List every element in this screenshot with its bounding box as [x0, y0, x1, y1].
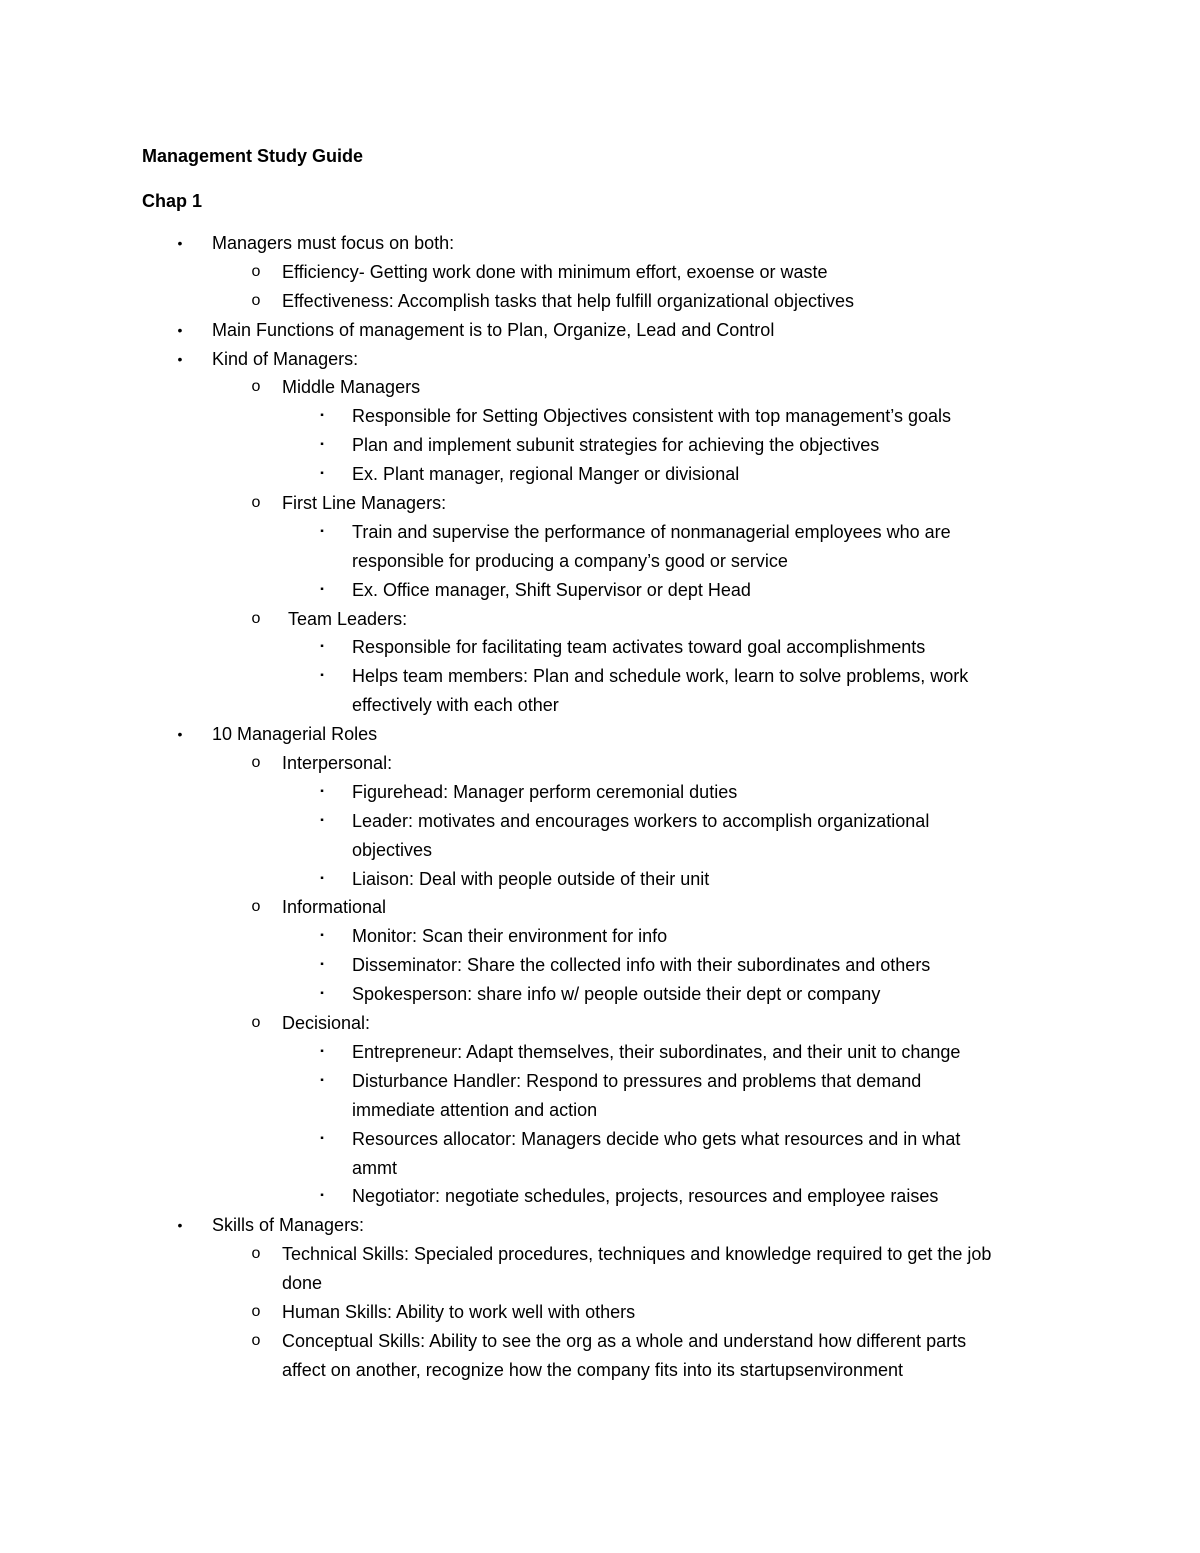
- bullet-marker: •: [177, 726, 183, 743]
- list-item: [0, 633, 1200, 662]
- list-item-continuation: [0, 836, 1200, 865]
- list-item-continuation: [0, 1269, 1200, 1298]
- list-item-text: ammt: [352, 1157, 397, 1178]
- list-item: [0, 1211, 1200, 1240]
- list-item-continuation: [0, 547, 1200, 576]
- list-item-continuation: [0, 1096, 1200, 1125]
- list-item-text: Informational: [282, 897, 387, 918]
- square-marker: ▪: [320, 439, 324, 451]
- square-marker: ▪: [320, 930, 324, 942]
- square-marker: ▪: [320, 410, 324, 422]
- list-item-text: Kind of Managers:: [212, 348, 359, 369]
- list-item: [0, 893, 1200, 922]
- list-item-text: Interpersonal:: [282, 753, 393, 774]
- list-item-text: effectively with each other: [352, 695, 559, 716]
- list-item: [0, 1182, 1200, 1211]
- list-item-text: Team Leaders:: [288, 608, 408, 629]
- list-item: [0, 460, 1200, 489]
- chapter-heading: Chap 1: [142, 191, 203, 211]
- circle-marker: o: [251, 378, 261, 396]
- list-item: [0, 749, 1200, 778]
- list-item: [0, 662, 1200, 691]
- list-item: [0, 518, 1200, 547]
- list-item: [0, 258, 1200, 287]
- list-item-text: Plan and implement subunit strategies for achieving the objectives: [352, 435, 880, 456]
- list-item-text: Effectiveness: Accomplish tasks that help fulfill organizational objectives: [282, 290, 854, 311]
- list-item: [0, 980, 1200, 1009]
- list-item-text: Leader: motivates and encourages workers to accomplish organizational: [352, 810, 930, 831]
- list-item: [0, 1125, 1200, 1154]
- list-item: [0, 402, 1200, 431]
- list-item: [0, 865, 1200, 894]
- square-marker: ▪: [320, 670, 324, 682]
- circle-marker: o: [251, 1014, 261, 1032]
- square-marker: ▪: [320, 814, 324, 826]
- list-item-text: Disturbance Handler: Respond to pressures and problems that demand: [352, 1070, 922, 1091]
- outline-list: [0, 229, 1200, 1385]
- square-marker: ▪: [320, 1190, 324, 1202]
- circle-marker: o: [251, 494, 261, 512]
- list-item-text: Skills of Managers:: [212, 1215, 365, 1236]
- list-item-text: Efficiency- Getting work done with minimum effort, exoense or waste: [282, 261, 828, 282]
- list-item: [0, 316, 1200, 345]
- circle-marker: o: [251, 291, 261, 309]
- list-item-text: Spokesperson: share info w/ people outside their dept or company: [352, 984, 881, 1005]
- list-item: [0, 605, 1200, 634]
- list-item: [0, 922, 1200, 951]
- list-item-text: Conceptual Skills: Ability to see the org as a whole and understand how different parts: [282, 1330, 967, 1351]
- square-marker: ▪: [320, 959, 324, 971]
- list-item-text: done: [282, 1273, 323, 1294]
- circle-marker: o: [251, 754, 261, 772]
- list-item: [0, 1067, 1200, 1096]
- square-marker: ▪: [320, 641, 324, 653]
- circle-marker: o: [251, 1245, 261, 1263]
- list-item-text: responsible for producing a company’s good or service: [352, 550, 788, 571]
- list-item-text: affect on another, recognize how the company fits into its startupsenvironment: [282, 1359, 904, 1380]
- list-item: [0, 1327, 1200, 1356]
- list-item: [0, 345, 1200, 374]
- list-item-text: First Line Managers:: [282, 493, 447, 514]
- list-item-text: Ex. Office manager, Shift Supervisor or dept Head: [352, 579, 751, 600]
- square-marker: ▪: [320, 525, 324, 537]
- list-item-text: Disseminator: Share the collected info with their subordinates and others: [352, 955, 931, 976]
- list-item: [0, 778, 1200, 807]
- list-item: [0, 1240, 1200, 1269]
- list-item: [0, 229, 1200, 258]
- list-item-text: Managers must focus on both:: [212, 233, 455, 253]
- list-item: [0, 576, 1200, 605]
- square-marker: ▪: [320, 1132, 324, 1144]
- list-item-text: Negotiator: negotiate schedules, projects, resources and employee raises: [352, 1186, 939, 1207]
- list-item: [0, 951, 1200, 980]
- list-item-text: Responsible for Setting Objectives consistent with top management’s goals: [352, 406, 951, 427]
- list-item-text: 10 Managerial Roles: [212, 724, 378, 745]
- list-item-text: Ex. Plant manager, regional Manger or divisional: [352, 464, 740, 485]
- list-item: [0, 1298, 1200, 1327]
- list-item-text: Monitor: Scan their environment for info: [352, 926, 668, 947]
- list-item: [0, 720, 1200, 749]
- list-item-text: Resources allocator: Managers decide who gets what resources and in what: [352, 1128, 961, 1149]
- list-item: [0, 489, 1200, 518]
- circle-marker: o: [251, 1302, 261, 1320]
- square-marker: ▪: [320, 785, 324, 797]
- square-marker: ▪: [320, 1045, 324, 1057]
- list-item-text: Human Skills: Ability to work well with others: [282, 1301, 636, 1322]
- list-item: [0, 807, 1200, 836]
- circle-marker: o: [251, 609, 261, 627]
- bullet-marker: •: [177, 350, 183, 367]
- square-marker: ▪: [320, 468, 324, 480]
- circle-marker: o: [251, 1331, 261, 1349]
- list-item-continuation: [0, 1356, 1200, 1385]
- list-item-text: objectives: [352, 839, 433, 860]
- list-item: [0, 287, 1200, 316]
- bullet-marker: •: [177, 235, 183, 251]
- document-title: Management Study Guide: [142, 146, 364, 166]
- list-item-text: immediate attention and action: [352, 1099, 598, 1120]
- list-item-text: Decisional:: [282, 1013, 371, 1034]
- list-item-continuation: [0, 1154, 1200, 1183]
- list-item-text: Figurehead: Manager perform ceremonial duties: [352, 781, 738, 802]
- square-marker: ▪: [320, 583, 324, 595]
- list-item-text: Liaison: Deal with people outside of their unit: [352, 868, 710, 889]
- list-item: [0, 373, 1200, 402]
- list-item-text: Middle Managers: [282, 377, 421, 398]
- square-marker: ▪: [320, 1074, 324, 1086]
- circle-marker: o: [251, 898, 261, 916]
- list-item: [0, 431, 1200, 460]
- square-marker: ▪: [320, 872, 324, 884]
- list-item-text: Main Functions of management is to Plan, Organize, Lead and Control: [212, 319, 775, 340]
- list-item-text: Entrepreneur: Adapt themselves, their subordinates, and their unit to change: [352, 1041, 961, 1062]
- bullet-marker: •: [177, 1217, 183, 1234]
- list-item-text: Helps team members: Plan and schedule work, learn to solve problems, work: [352, 666, 969, 687]
- list-item-text: Train and supervise the performance of nonmanagerial employees who are: [352, 521, 951, 542]
- list-item: [0, 1009, 1200, 1038]
- circle-marker: o: [251, 262, 261, 280]
- list-item: [0, 1038, 1200, 1067]
- list-item-continuation: [0, 691, 1200, 720]
- list-item-text: Responsible for facilitating team activates toward goal accomplishments: [352, 637, 926, 658]
- square-marker: ▪: [320, 988, 324, 1000]
- list-item-text: Technical Skills: Specialed procedures, techniques and knowledge required to get the job: [282, 1244, 992, 1265]
- bullet-marker: •: [177, 321, 183, 338]
